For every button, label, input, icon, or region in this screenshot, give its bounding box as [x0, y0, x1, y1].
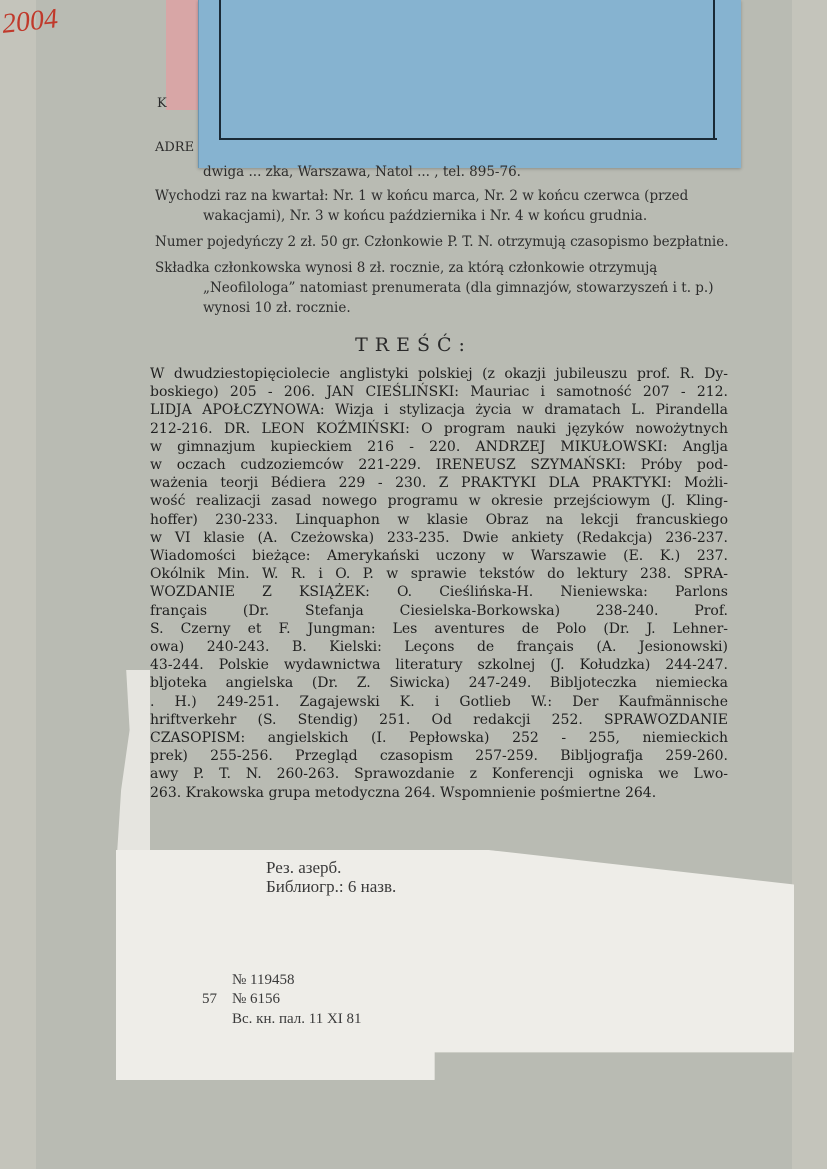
slip-line-2: Библиогр.: 6 назв.: [266, 877, 397, 896]
address-line: dwiga ... zka, Warszawa, Natol ... , tel. 895-76.: [203, 164, 521, 180]
contents-line: w gimnazjum kupieckiem 216 - 220. ANDRZEJ MIKUŁOWSKI: Anglja: [150, 438, 728, 455]
contents-line: S. Czerny et F. Jungman: Les aventures de Polo (Dr. J. Lehner-: [150, 620, 728, 637]
pink-paper-strip: [166, 0, 202, 110]
contents-line: owa) 240-243. B. Kielski: Leçons de français (A. Jesionowski): [150, 639, 728, 656]
publication-info: [155, 162, 735, 324]
card-border-left: [219, 0, 221, 140]
fragment-k: K: [157, 96, 167, 111]
price-paragraph: Numer pojedyńczy 2 zł. 50 gr. Członkowie P. T. N. otrzymują czasopismo bezpłatnie.: [155, 234, 729, 250]
contents-line: wość realizacji zasad nowego programu w okresie przejściowym (J. Kling-: [150, 493, 728, 510]
contents-line: w oczach cudzoziemców 221-229. IRENEUSZ SZYMAŃSKI: Próby pod-: [150, 457, 728, 474]
contents-line: w VI klasie (A. Czeżowska) 233-235. Dwie ankiety (Redakcja) 236-237.: [150, 529, 728, 546]
slip-registry: Вс. кн. пал. 11 XI 81: [232, 1011, 362, 1027]
contents-line: LIDJA APOŁCZYNOWA: Wizja i stylizacja życia w dramatach L. Pirandella: [150, 402, 728, 419]
contents-line: Okólnik Min. W. R. i O. P. w sprawie tekstów do lektury 238. SPRA-: [150, 566, 728, 583]
contents-line: 43-244. Polskie wydawnictwa literatury szkolnej (J. Kołudzka) 244-247.: [150, 657, 728, 674]
blue-label-card: [198, 0, 741, 168]
contents-line: français (Dr. Stefanja Ciesielska-Borkowska) 238-240. Prof.: [150, 602, 728, 619]
library-slip: [116, 850, 794, 1080]
slip-line-1: Рез. азерб.: [266, 858, 342, 877]
dues-paragraph: Składka członkowska wynosi 8 zł. rocznie, za którą członkowie otrzymują „Neofilologa” natomiast prenumerata (dla gimnazjów, stowarzyszeń i t. p.) wynosi 10 zł. rocznie.: [155, 260, 714, 316]
fragment-adre: ADRE: [155, 140, 195, 155]
contents-line: 263. Krakowska grupa metodyczna 264. Wspomnienie pośmiertne 264.: [150, 784, 657, 801]
schedule-paragraph: Wychodzi raz na kwartał: Nr. 1 w końcu marca, Nr. 2 w końcu czerwca (przed wakacjami), Nr. 3 w końcu października i Nr. 4 w końcu grudnia.: [155, 188, 689, 224]
contents-line: bljoteka angielska (Dr. Z. Siwicka) 247-249. Bibljoteczka niemiecka: [150, 675, 728, 692]
card-border-right: [713, 0, 715, 140]
contents-line: ważenia teorji Bédiera 229 - 230. Z PRAKTYKI DLA PRAKTYKI: Możli-: [150, 475, 728, 492]
slip-number-1: № 119458: [232, 972, 295, 988]
table-of-contents: [150, 365, 728, 802]
contents-line: W dwudziestopięciolecie anglistyki polskiej (z okazji jubileuszu prof. R. Dy-: [150, 366, 728, 382]
handwritten-number: 2004: [0, 3, 60, 40]
contents-line: hoffer) 230-233. Linquaphon w klasie Obraz na lekcji francuskiego: [150, 511, 728, 528]
contents-line: CZASOPISM: angielskich (I. Pepłowska) 252 - 255, niemieckich: [150, 730, 728, 747]
contents-line: Wiadomości bieżące: Amerykański uczony w Warszawie (E. K.) 237.: [150, 548, 728, 565]
contents-line: awy P. T. N. 260-263. Sprawozdanie z Konferencji ogniska we Lwo-: [150, 766, 728, 783]
contents-heading: TREŚĆ:: [355, 334, 472, 356]
contents-line: WOZDANIE Z KSIĄŻEK: O. Cieślińska-H. Nieniewska: Parlons: [150, 584, 728, 601]
contents-line: hriftverkehr (S. Stendig) 251. Od redakcji 252. SPRAWOZDANIE: [150, 711, 728, 728]
slip-number-prefix: 57: [202, 991, 217, 1007]
contents-line: . H.) 249-251. Zagajewski K. i Gotlieb W.: Der Kaufmännische: [150, 693, 728, 710]
slip-number-2: № 6156: [232, 991, 281, 1007]
contents-line: boskiego) 205 - 206. JAN CIEŚLIŃSKI: Mauriac i samotność 207 - 212.: [150, 384, 728, 401]
contents-line: prek) 255-256. Przegląd czasopism 257-259. Bibljografja 259-260.: [150, 748, 728, 765]
contents-line: 212-216. DR. LEON KOŹMIŃSKI: O program nauki języków nowożytnych: [150, 420, 728, 437]
card-border-bottom: [219, 138, 717, 140]
